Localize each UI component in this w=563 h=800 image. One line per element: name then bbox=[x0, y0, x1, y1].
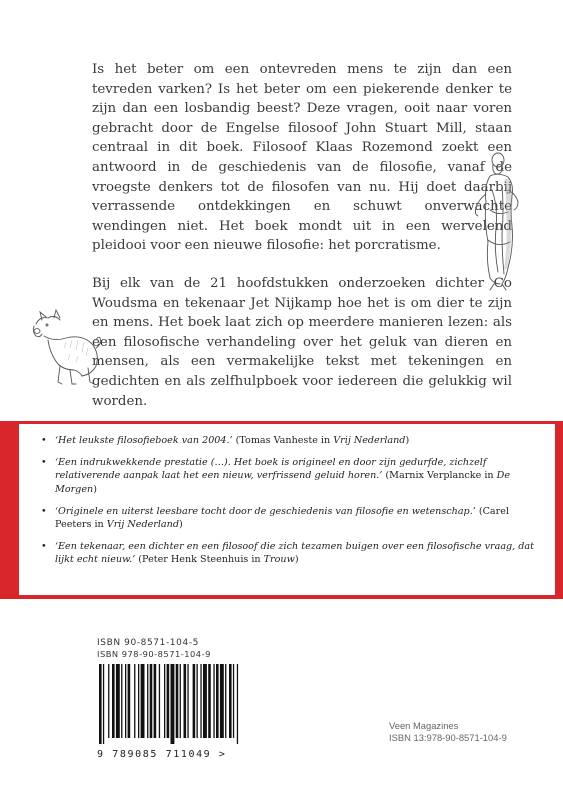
barcode-bar bbox=[220, 664, 224, 738]
barcode-bar bbox=[203, 664, 207, 738]
review-quote-1 bbox=[41, 434, 539, 447]
review-quote-2 bbox=[41, 456, 539, 496]
quote-text: ‘Een indrukwekkende prestatie (…). Het boek is origineel en door zijn gedurfde, zichzelf relativerende aanpak laat het een nieuw, verfrissend geluid horen.’ bbox=[55, 457, 487, 482]
barcode-bar bbox=[171, 664, 175, 744]
bullet: • bbox=[41, 505, 47, 517]
barcode-bar bbox=[208, 664, 211, 738]
barcode-bar bbox=[121, 664, 122, 738]
barcode-bar bbox=[138, 664, 139, 738]
isbn-10: ISBN 90-8571-104-5 bbox=[97, 638, 199, 648]
barcode-bar bbox=[184, 664, 187, 738]
quote-publication: Trouw bbox=[263, 554, 295, 566]
review-quotes bbox=[19, 424, 555, 595]
barcode-icon bbox=[97, 664, 297, 744]
isbn-block bbox=[97, 638, 302, 760]
publisher-info bbox=[389, 720, 549, 744]
bullet: • bbox=[41, 457, 47, 469]
quote-text: ‘Het leukste filosofieboek van 2004.’ bbox=[55, 435, 233, 446]
barcode-bar bbox=[187, 664, 188, 738]
barcode-bar bbox=[237, 664, 238, 744]
publisher-name: Veen Magazines bbox=[389, 720, 459, 731]
quote-close: ) bbox=[294, 554, 299, 566]
barcode-bar bbox=[200, 664, 201, 738]
quote-publication: De Morgen bbox=[55, 470, 511, 495]
blurb-paragraph-1: Is het beter om een ontevreden mens te zijn dan een tevreden varken? Is het beter om een piekerende denker te zijn dan een losbandig beest? Deze vragen, ooit naar voren gebracht door de Engelse filosoof John Stuart Mill, staan centraal in dit boek. Filosoof Klaas Rozemond zoekt een antwoord in de geschiedenis van de filosofie, vanaf de vroegste denkers tot de filosofen van nu. Hij doet daarbij verrassende ontdekkingen en schuwt onverwachte wendingen niet. Het boek mondt uit in een wervelend pleidooi voor een nieuwe filosofie: het porcratisme. bbox=[92, 62, 512, 254]
barcode-bar bbox=[176, 664, 179, 738]
barcode-bar bbox=[233, 664, 234, 738]
barcode-bar bbox=[216, 664, 219, 738]
barcode-bar bbox=[147, 664, 148, 738]
barcode-digits: 9 789085 711049 > bbox=[97, 749, 227, 760]
barcode-bar bbox=[99, 664, 102, 744]
barcode-bar bbox=[159, 664, 160, 738]
blurb-paragraph-2: Bij elk van de 21 hoofdstukken onderzoeken dichter Co Woudsma en tekenaar Jet Nijkamp hoe het is om dier te zijn en mens. Het boek laat zich op meerdere manieren lezen: als een filosofische verhandeling over het geluk van dieren en mensen, als een vermakelijke tekst met tekeningen en gedichten en als zelfhulpboek voor iedereen die gelukkig wil worden. bbox=[92, 275, 512, 409]
blurb bbox=[92, 60, 512, 411]
publisher-isbn: ISBN 13:978-90-8571-104-9 bbox=[389, 732, 507, 743]
barcode-bar bbox=[213, 664, 214, 738]
quote-publication: Vrij Nederland bbox=[106, 519, 179, 531]
quote-close: ) bbox=[93, 483, 97, 495]
quote-source: (Tomas Vanheste in bbox=[232, 435, 334, 446]
barcode-bar bbox=[125, 664, 126, 738]
review-quote-4 bbox=[41, 540, 539, 566]
quote-text: ‘Een tekenaar, een dichter en een filosoof die zich tezamen buigen over een filosofische vraag, dat lijkt echt nieuw.’ bbox=[55, 541, 534, 566]
barcode-bar bbox=[225, 664, 226, 738]
barcode-bar bbox=[128, 664, 131, 738]
bullet: • bbox=[41, 435, 47, 446]
barcode-bar bbox=[141, 664, 145, 738]
barcode-bar bbox=[116, 664, 120, 738]
barcode-bar bbox=[197, 664, 198, 738]
barcode-bar bbox=[112, 664, 115, 738]
quote-publication: Vrij Nederland bbox=[333, 435, 406, 446]
barcode-bar bbox=[150, 664, 153, 738]
isbn-13: ISBN 978-90-8571-104-9 bbox=[97, 649, 211, 659]
philosopher-illustration bbox=[468, 150, 524, 292]
bullet: • bbox=[41, 541, 47, 553]
barcode-bar bbox=[193, 664, 196, 738]
barcode-bar bbox=[164, 664, 165, 738]
pig-illustration bbox=[30, 308, 106, 388]
review-quote-3 bbox=[41, 505, 539, 531]
barcode-bar bbox=[154, 664, 157, 738]
barcode-bar bbox=[103, 664, 104, 744]
quote-source: (Marnix Verplancke in bbox=[382, 470, 497, 482]
quote-close: ) bbox=[405, 435, 410, 446]
quote-close: ) bbox=[178, 519, 183, 531]
barcode-bar bbox=[167, 664, 170, 738]
barcode-bar bbox=[229, 664, 232, 738]
barcode-bar bbox=[134, 664, 135, 738]
quote-source: (Peter Henk Steenhuis in bbox=[135, 554, 264, 566]
quote-source: (Carel Peeters in bbox=[55, 505, 509, 531]
barcode-bar bbox=[180, 664, 181, 738]
quote-text: ‘Originele en uiterst leesbare tocht door de geschiedenis van filosofie en wetenschap.’ bbox=[55, 505, 476, 517]
barcode-bar bbox=[108, 664, 109, 738]
